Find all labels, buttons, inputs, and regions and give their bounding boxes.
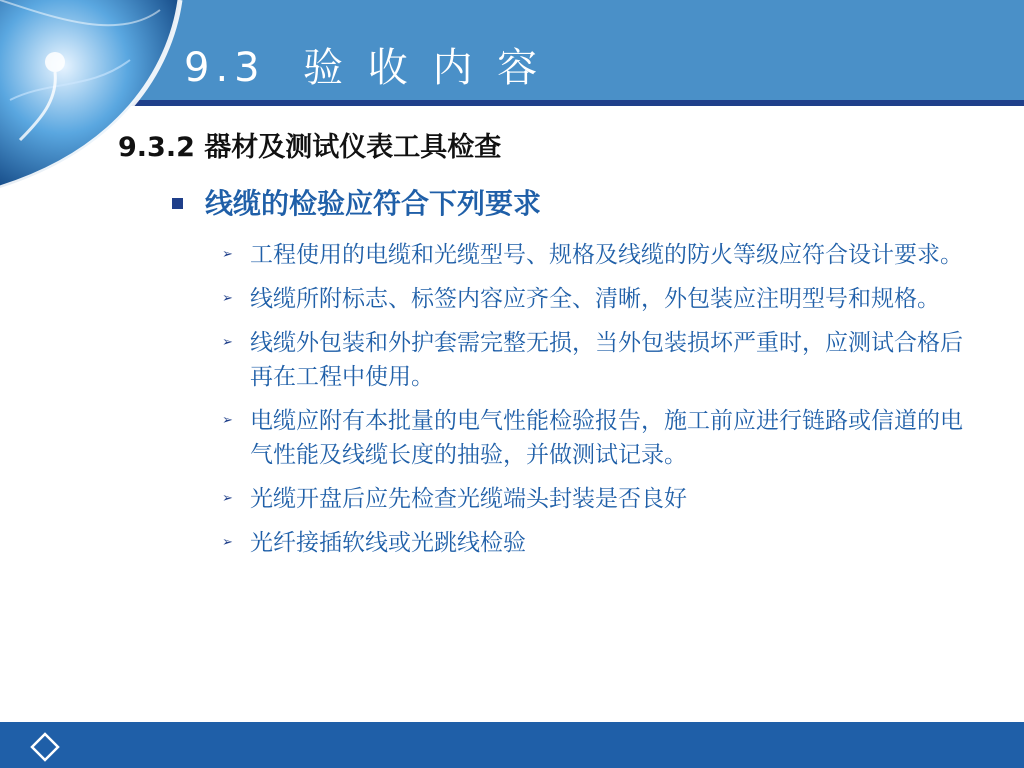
level1-bullet	[172, 184, 541, 224]
list-item	[222, 326, 964, 394]
list-item	[222, 404, 964, 472]
arrow-bullet-icon: ➢	[222, 535, 233, 550]
footer-band	[0, 722, 1024, 768]
level1-text: 线缆的检验应符合下列要求	[205, 187, 542, 220]
arrow-bullet-icon: ➢	[222, 491, 233, 506]
arrow-bullet-icon: ➢	[222, 247, 233, 262]
bullet-list	[222, 238, 964, 570]
list-item	[222, 482, 964, 516]
bullet-text: 线缆所附标志、标签内容应齐全、清晰，外包装应注明型号和规格。	[250, 286, 940, 312]
square-bullet-icon	[172, 198, 183, 209]
list-item	[222, 238, 964, 272]
bullet-text: 电缆应附有本批量的电气性能检验报告，施工前应进行链路或信道的电气性能及线缆长度的抽验，并做测试记录。	[250, 408, 963, 468]
bullet-text: 光纤接插软线或光跳线检验	[250, 530, 526, 556]
bullet-text: 工程使用的电缆和光缆型号、规格及线缆的防火等级应符合设计要求。	[250, 242, 963, 268]
arrow-bullet-icon: ➢	[222, 413, 233, 428]
list-item	[222, 282, 964, 316]
bullet-text: 线缆外包装和外护套需完整无损，当外包装损坏严重时，应测试合格后再在工程中使用。	[250, 330, 963, 390]
list-item	[222, 526, 964, 560]
slide-title: 9.3 验 收 内 容	[184, 45, 544, 91]
diamond-icon	[30, 732, 60, 762]
arrow-bullet-icon: ➢	[222, 291, 233, 306]
arrow-bullet-icon: ➢	[222, 335, 233, 350]
section-heading: 9.3.2 器材及测试仪表工具检查	[118, 132, 502, 163]
bullet-text: 光缆开盘后应先检查光缆端头封装是否良好	[250, 486, 687, 512]
